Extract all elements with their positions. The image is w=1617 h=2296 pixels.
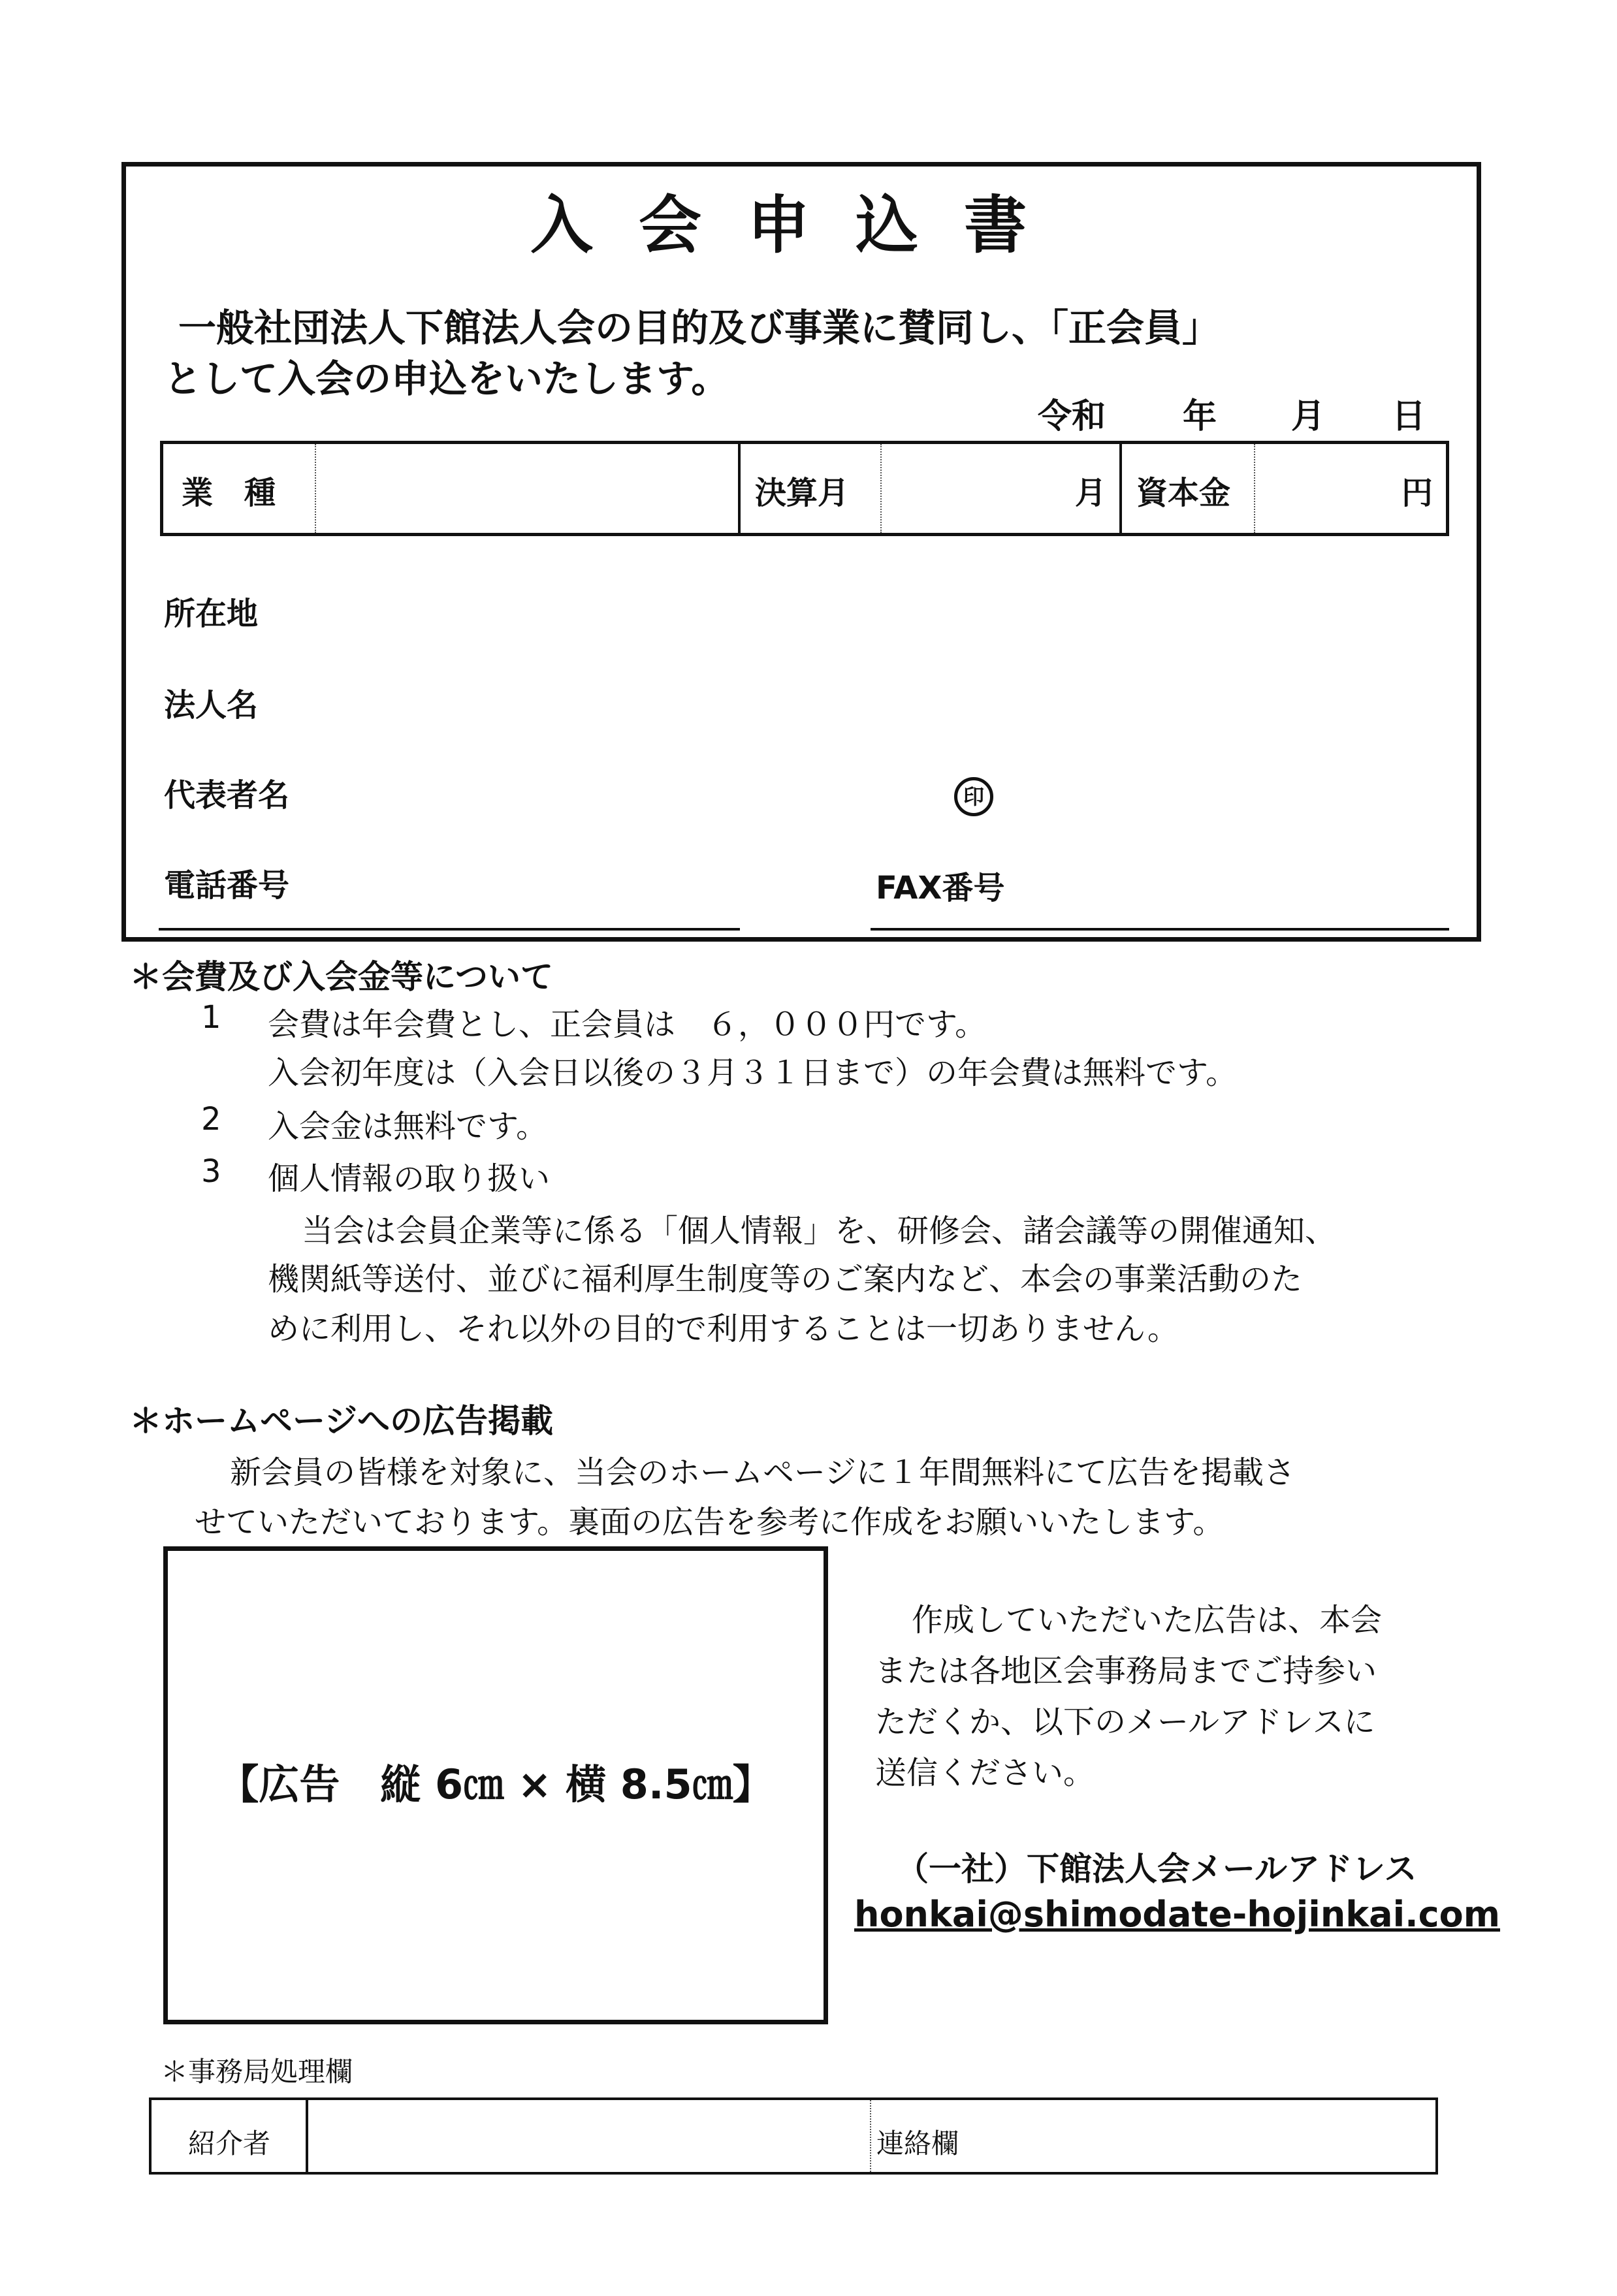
date-year: 年 (1183, 397, 1217, 436)
fees-item-1-line-1: 会費は年会費とし、正会員は ６，０００円です。 (268, 1006, 987, 1043)
referrer-label: 紹介者 (188, 2128, 271, 2160)
email-link[interactable]: honkai@shimodate-hojinkai.com (854, 1894, 1501, 1935)
office-use-table (149, 2097, 1438, 2175)
phone-underline (159, 928, 740, 931)
fees-item-3-title: 個人情報の取り扱い (268, 1160, 551, 1197)
application-form-box (121, 162, 1481, 942)
ad-line-2: せていただいております。裏面の広告を参考に作成をお願いいたします。 (195, 1504, 1225, 1540)
fees-item-3-line-2: 機関紙等送付、並びに福利厚生制度等のご案内など、本会の事業活動のた (268, 1261, 1303, 1298)
contact-label: 連絡欄 (876, 2128, 959, 2160)
divider (738, 444, 741, 533)
divider (870, 2100, 871, 2172)
fees-item-3-line-3: めに利用し、それ以外の目的で利用することは一切ありません。 (268, 1311, 1179, 1347)
date-day: 日 (1392, 397, 1426, 436)
ad-side-line-2: または各地区会事務局までご持参い (875, 1653, 1377, 1689)
fees-item-1-number: 1 (201, 999, 221, 1036)
ad-heading: ＊ホームページへの広告掲載 (129, 1402, 553, 1440)
address-label: 所在地 (164, 596, 259, 632)
fees-item-3-number: 3 (201, 1153, 221, 1190)
industry-label: 業 種 (182, 475, 276, 511)
fax-underline (871, 928, 1449, 931)
fees-item-2-number: 2 (201, 1101, 221, 1138)
fees-item-1-line-2: 入会初年度は（入会日以後の３月３１日まで）の年会費は無料です。 (268, 1055, 1238, 1091)
fees-item-3-line-1: 当会は会員企業等に係る「個人情報」を、研修会、諸会議等の開催通知、 (302, 1213, 1337, 1249)
ad-side-line-4: 送信ください。 (875, 1755, 1095, 1791)
form-title: 入会申込書 (530, 189, 1072, 262)
seal-mark: 印 (954, 777, 993, 816)
ad-side-line-3: ただくか、以下のメールアドレスに (875, 1704, 1375, 1740)
corp-name-label: 法人名 (164, 687, 259, 724)
ad-side-line-1: 作成していただいた広告は、本会 (912, 1602, 1383, 1638)
phone-label: 電話番号 (164, 867, 290, 904)
ad-placeholder-box (163, 1546, 828, 2024)
divider (1119, 444, 1122, 533)
yen-unit: 円 (1401, 475, 1433, 511)
mail-title: （一社）下館法人会メールアドレス (896, 1850, 1417, 1888)
date-era: 令和 (1038, 397, 1106, 436)
divider (1254, 444, 1255, 533)
ad-line-1: 新会員の皆様を対象に、当会のホームページに１年間無料にて広告を掲載さ (230, 1454, 1296, 1491)
fees-item-2: 入会金は無料です。 (268, 1108, 548, 1145)
capital-label: 資本金 (1136, 475, 1231, 511)
ad-size-label: 【広告 縦 6㎝ × 横 8.5㎝】 (218, 1761, 773, 1808)
intro-line-2: として入会の申込をいたします。 (164, 357, 729, 401)
intro-line-1: 一般社団法人下館法人会の目的及び事業に賛同し、「正会員」 (178, 306, 1221, 350)
date-month: 月 (1291, 397, 1326, 436)
divider (306, 2100, 308, 2172)
fees-heading: ＊会費及び入会金等について (129, 958, 553, 996)
office-heading: ＊事務局処理欄 (161, 2056, 353, 2088)
month-unit: 月 (1075, 475, 1107, 511)
divider (315, 444, 316, 533)
fax-label: FAX番号 (876, 870, 1005, 906)
representative-label: 代表者名 (164, 777, 290, 814)
divider (880, 444, 882, 533)
business-info-table (160, 441, 1449, 536)
fiscal-month-label: 決算月 (755, 475, 850, 511)
